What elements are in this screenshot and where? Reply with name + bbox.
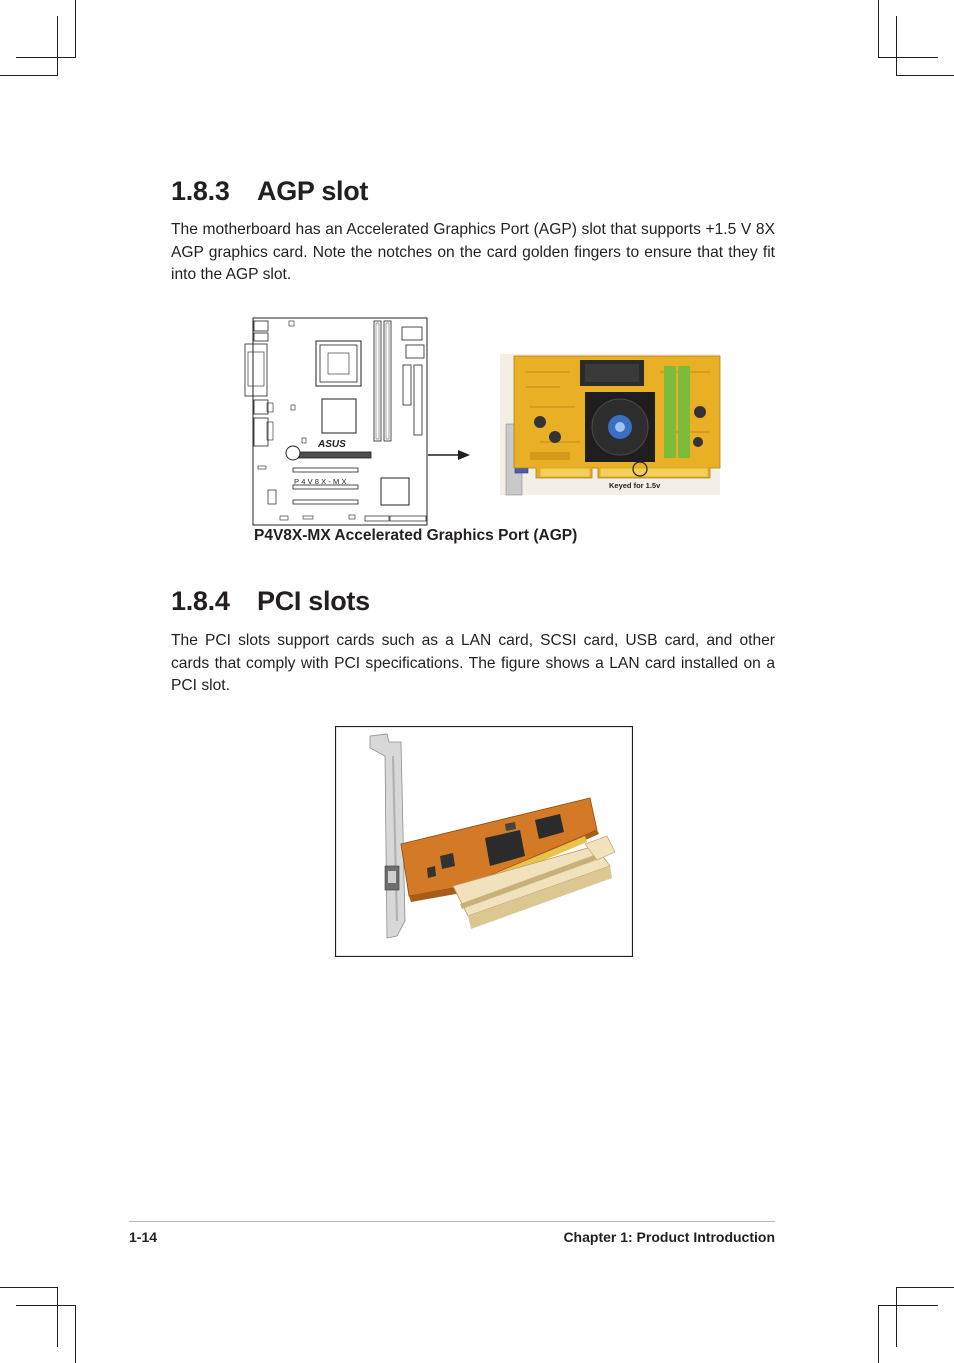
section-title-text: PCI slots (257, 586, 370, 616)
pci-description: The PCI slots support cards such as a LAN card, SCSI card, USB card, and other cards that comply with PCI specifications. The figure shows a LAN card installed on a PCI slot. (171, 632, 775, 694)
agp-card-photo (500, 354, 720, 495)
footer-rule (129, 1221, 775, 1222)
section-title-pci (171, 586, 370, 617)
board-model-label: P4V8X-MX (294, 477, 349, 486)
section-title-agp (171, 176, 368, 207)
agp-figure-caption: P4V8X-MX Accelerated Graphics Port (AGP) (254, 527, 578, 544)
board-logo: ASUS (318, 439, 346, 450)
pointer-arrow (428, 450, 470, 460)
section-number: 1.8.3 (171, 176, 230, 206)
page-number: 1-14 (129, 1229, 158, 1245)
chapter-title: Chapter 1: Product Introduction (563, 1229, 775, 1245)
motherboard-diagram (245, 318, 427, 525)
key-label: Keyed for 1.5v (609, 481, 661, 490)
pci-figure (335, 726, 633, 957)
agp-figure (240, 312, 730, 527)
section-title-text: AGP slot (257, 176, 369, 206)
agp-description: The motherboard has an Accelerated Graphics Port (AGP) slot that supports +1.5 V 8X AGP graphics card. Note the notches on the card golden fingers to ensure that they fit into the AGP slot. (171, 221, 775, 283)
section-number: 1.8.4 (171, 586, 230, 616)
